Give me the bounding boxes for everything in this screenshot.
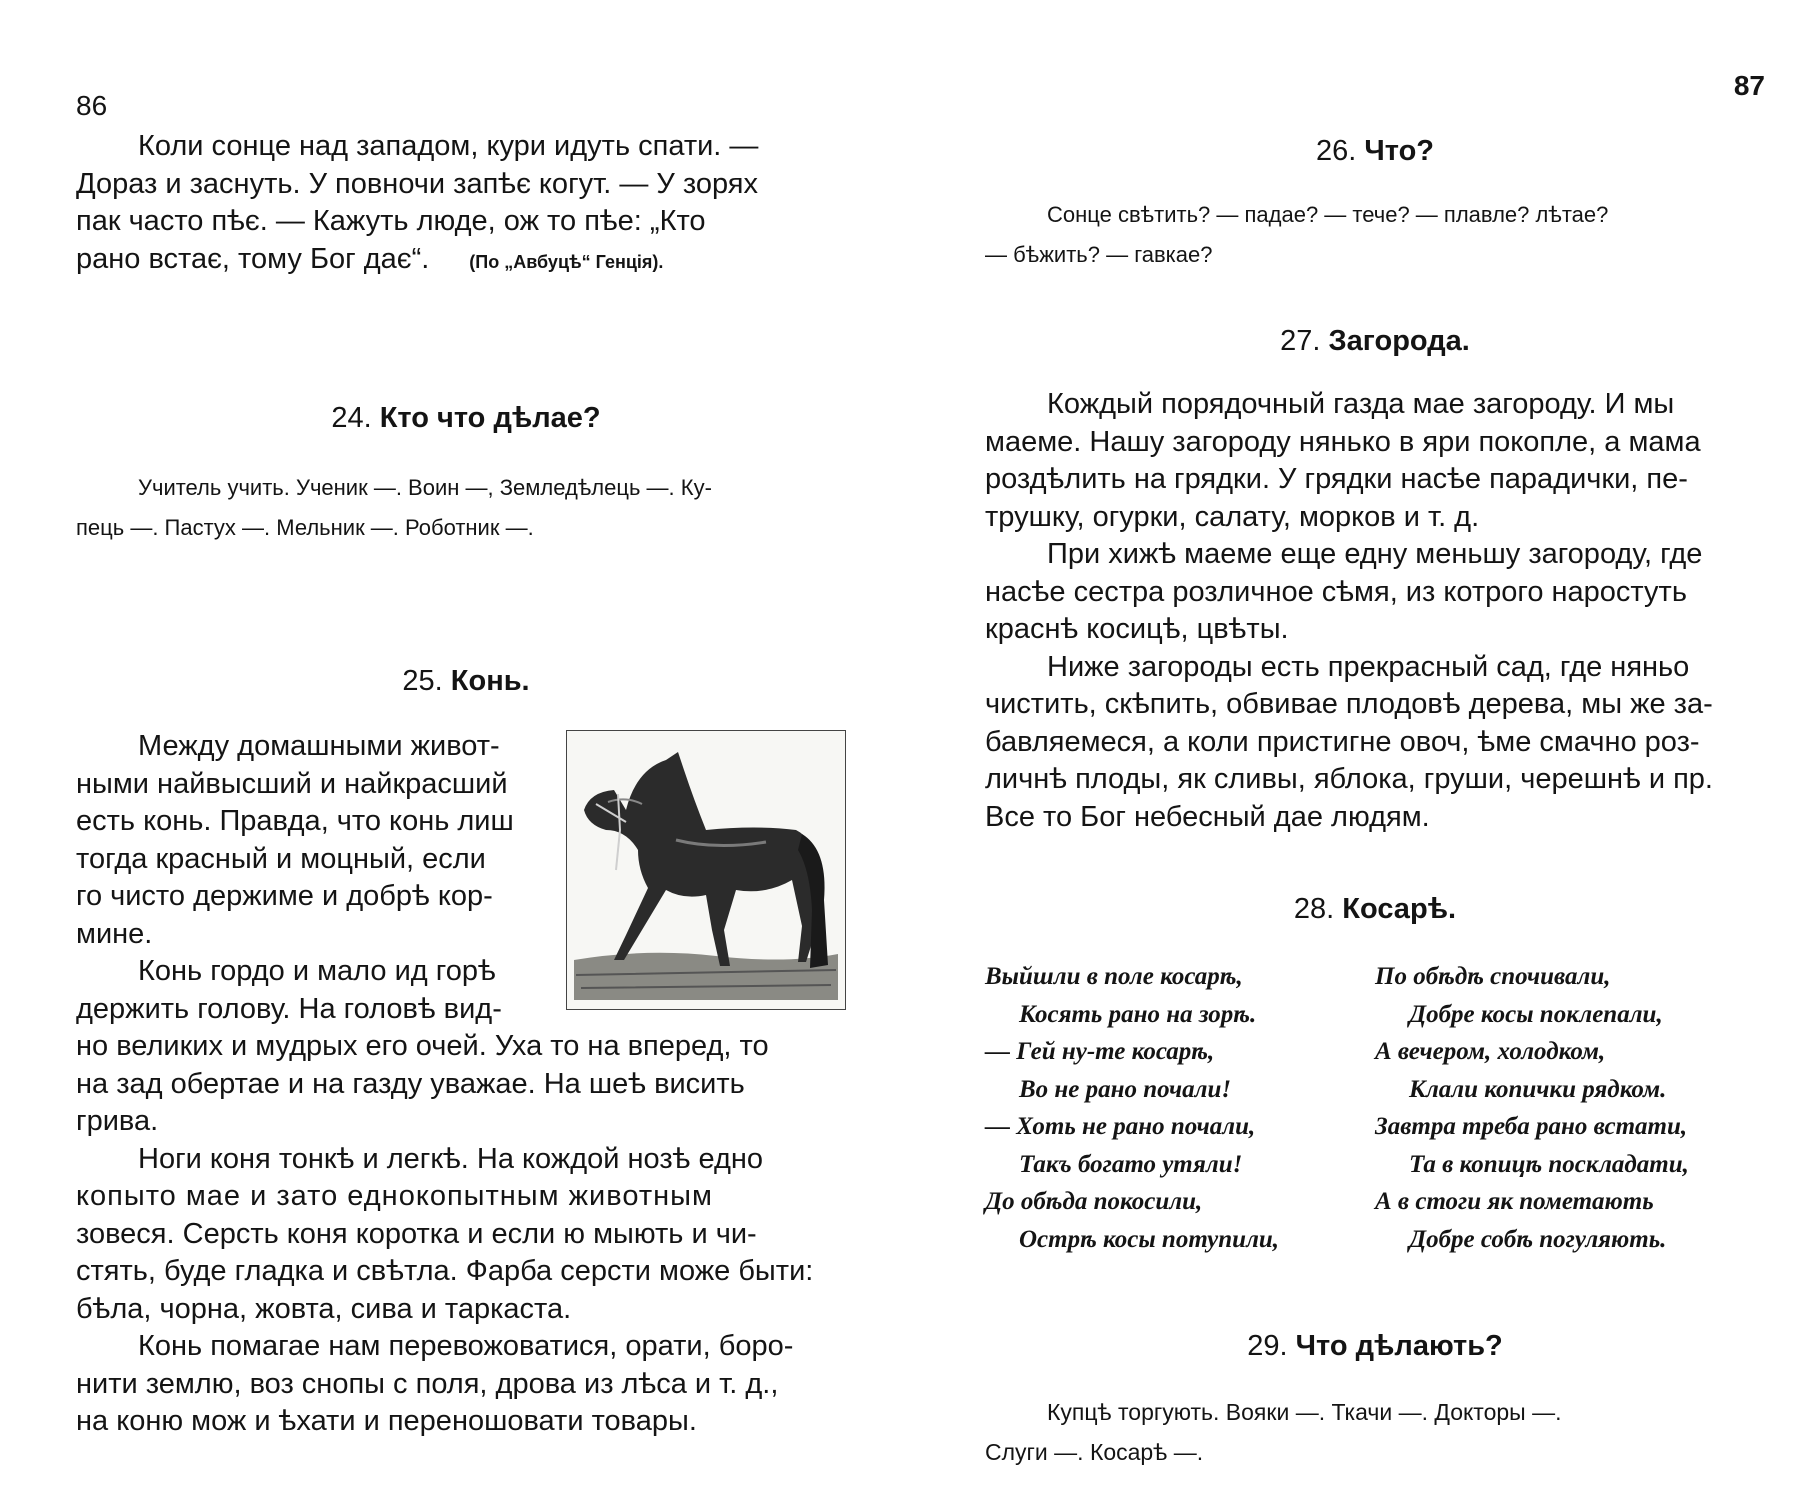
page-number-left: 86	[76, 90, 108, 121]
poem	[985, 958, 1765, 1258]
text-line: тогда красный и моцный, если	[76, 842, 486, 875]
poem-line: Во не рано почали!	[1019, 1075, 1232, 1103]
text-line: держить голову. На головѣ вид-	[76, 992, 502, 1025]
horse-illustration	[566, 730, 846, 1010]
text-line: на коню мож и ѣхати и переношовати товары.	[76, 1405, 697, 1437]
text-line: грива.	[76, 1105, 159, 1137]
section-25-heading: 25. Конь.	[402, 665, 530, 697]
text-line: Все то Бог небесный дае людям.	[985, 800, 1430, 833]
intro-paragraph	[76, 128, 856, 281]
text-line: пак часто пѣє. — Кажуть люде, ож то пѣе: „Кто	[76, 205, 706, 237]
text-line: Сонце свѣтить? — падае? — тече? — плавле? лѣтае?	[1047, 202, 1609, 227]
section-29-heading: 29. Что дѣлають?	[1247, 1330, 1503, 1362]
text-line: Ниже загороды есть прекрасный сад, где няньо	[1047, 650, 1690, 683]
page-number-right: 87	[1733, 70, 1765, 101]
section-28-heading: 28. Косарѣ.	[1293, 893, 1457, 925]
text-line: нити землю, воз снопы с поля, дрова из лѣса и т. д.,	[76, 1367, 779, 1400]
poem-line: Острѣ косы потупили,	[1019, 1225, 1280, 1253]
text-line: Дораз и заснуть. У повночи запѣє когут. — У зорях	[76, 167, 758, 200]
text-line: Слуги —. Косарѣ —.	[985, 1439, 1204, 1465]
text-line: Ноги коня тонкѣ и легкѣ. На кождой нозѣ едно	[138, 1142, 764, 1175]
text-line: Кождый порядочный газда мае загороду. И мы	[1047, 388, 1675, 420]
section-26-text	[985, 195, 1765, 275]
section-27-text	[985, 386, 1765, 836]
text-line: — бѣжить? — гавкае?	[985, 242, 1213, 267]
text-line: бавляемеся, а коли пристигне овоч, ѣме смачно роз-	[985, 725, 1700, 758]
poem-line: Добре собѣ погуляють.	[1409, 1225, 1667, 1253]
text-line: краснѣ косицѣ, цвѣты.	[985, 613, 1289, 645]
text-line: на зад обертае и на газду уважае. На шеѣ висить	[76, 1067, 745, 1100]
horse-icon	[566, 730, 846, 1010]
poem-line: По обѣдѣ спочивали,	[1375, 963, 1611, 990]
poem-line: До обѣда покосили,	[985, 1188, 1203, 1215]
text-line: рано встає, тому Бог дає“. (По „Авбуцѣ“ Генція).	[76, 242, 664, 275]
poem-line: Выйшли в поле косарѣ,	[985, 963, 1243, 990]
text-line: Конь помагае нам перевожоватися, орати, боро-	[138, 1330, 794, 1362]
poem-line: Такъ богато утяли!	[1019, 1150, 1243, 1178]
poem-line: — Хоть не рано почали,	[985, 1113, 1256, 1140]
section-29-text	[985, 1392, 1765, 1472]
left-page	[76, 0, 856, 1500]
text-line: копыто мае и зато еднокопытным животным	[76, 1180, 713, 1212]
source-citation: (По „Авбуцѣ“ Генція).	[469, 251, 664, 272]
poem-line: Завтра треба рано встати,	[1375, 1113, 1688, 1140]
text-line: бѣла, чорна, жовта, сива и таркаста.	[76, 1292, 572, 1325]
poem-column-right	[1375, 958, 1765, 1258]
poem-line: — Гей ну-те косарѣ,	[985, 1038, 1215, 1065]
poem-line: А в стоги як пометають	[1375, 1188, 1654, 1215]
text-line: Между домашными живот-	[138, 730, 500, 762]
text-line: маеме. Нашу загороду нянько в яри покопле, а мама	[985, 425, 1701, 458]
text-line: Купцѣ торгують. Вояки —. Ткачи —. Докторы —.	[1047, 1399, 1562, 1425]
text-line: личнѣ плоды, як сливы, яблока, груши, черешнѣ и пр.	[985, 763, 1713, 795]
text-line: При хижѣ маеме еще едну меньшу загороду, где	[1047, 538, 1703, 570]
text-line: но великих и мудрых его очей. Уха то на вперед, то	[76, 1030, 769, 1062]
text-line: стять, буде гладка и свѣтла. Фарба серсти може быти:	[76, 1255, 814, 1287]
poem-line: А вечером, холодком,	[1375, 1038, 1606, 1065]
poem-line: Косять рано на зорѣ.	[1019, 1000, 1257, 1028]
poem-line: Та в копицѣ посклaдати,	[1409, 1150, 1689, 1178]
section-24-text	[76, 468, 856, 548]
text-line: ными найвысший и найкрасший	[76, 767, 508, 800]
section-25-wrapped-text	[76, 728, 536, 1028]
poem-line: Добре косы поклепали,	[1409, 1000, 1663, 1028]
text-line: мине.	[76, 917, 153, 950]
text-line: трушку, огурки, салату, морков и т. д.	[985, 500, 1480, 533]
text-line: го чисто держиме и добрѣ кор-	[76, 880, 493, 912]
text-line: чистить, скѣпить, обвивае плодовѣ дерева, мы же за-	[985, 688, 1713, 720]
section-24-heading: 24. Кто что дѣлае?	[331, 402, 601, 434]
section-27-heading: 27. Загорода.	[1280, 325, 1470, 357]
poem-column-left	[985, 958, 1375, 1258]
poem-line: Клали копички рядком.	[1409, 1075, 1667, 1103]
section-25-full-text	[76, 1028, 856, 1441]
right-page	[985, 0, 1765, 1500]
section-26-heading: 26. Что?	[1315, 135, 1435, 167]
text-line: есть конь. Правда, что конь лиш	[76, 805, 514, 837]
text-line: насѣе сестра розличное сѣмя, из котрого наростуть	[985, 575, 1687, 608]
text-line: зовеся. Серсть коня коротка и если ю мыють и чи-	[76, 1217, 757, 1250]
text-line: Коли сонце над западом, кури идуть спати. —	[138, 130, 759, 162]
text-line: Конь гордо и мало ид горѣ	[138, 955, 496, 987]
text-line: пець —. Пастух —. Мельник —. Роботник —.	[76, 515, 534, 540]
text-line: роздѣлить на грядки. У грядки насѣе парадички, пе-	[985, 463, 1688, 495]
text-line: Учитель учить. Ученик —. Воин —, Земледѣлець —. Ку-	[138, 475, 712, 500]
